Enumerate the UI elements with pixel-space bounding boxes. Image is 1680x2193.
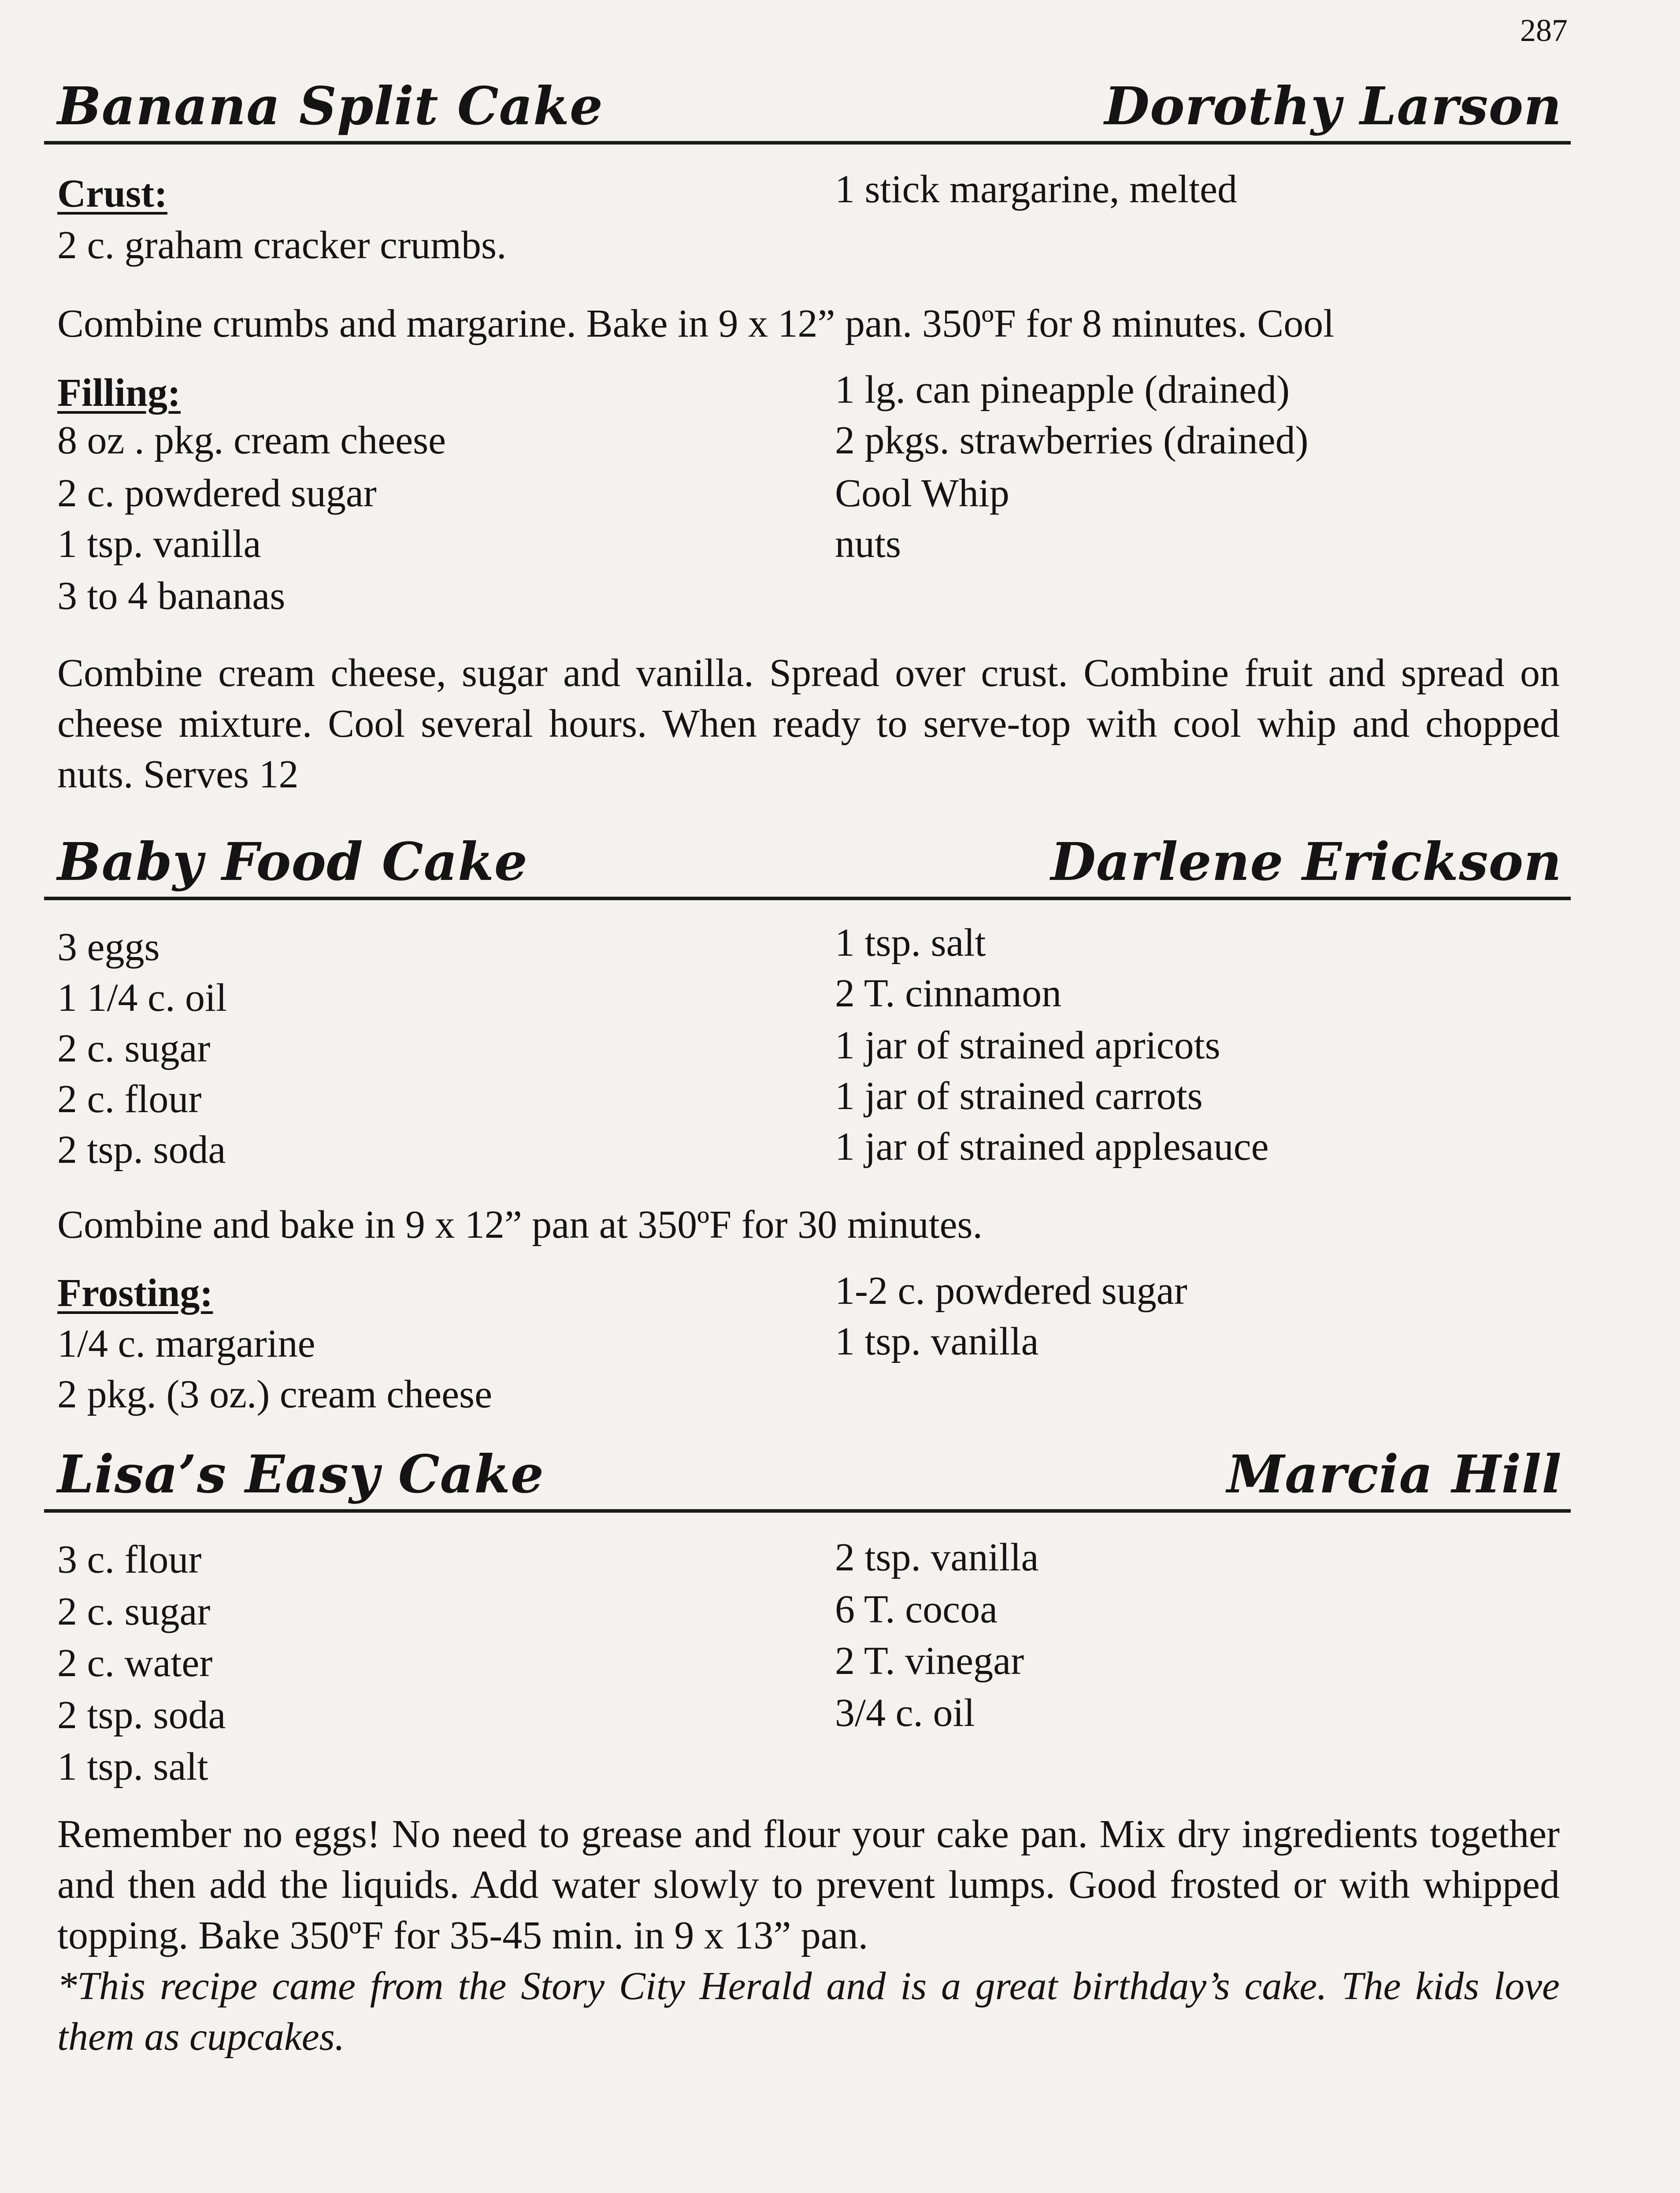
- ingredient: 2 tsp. soda: [57, 1693, 226, 1737]
- crust-instructions: Combine crumbs and margarine. Bake in 9 x 12” pan. 350ºF for 8 minutes. Cool: [57, 302, 1335, 345]
- recipe-author: Marcia Hill: [1227, 1443, 1562, 1505]
- ingredient: 2 tsp. vanilla: [835, 1536, 1039, 1579]
- recipe-author: Darlene Erickson: [1050, 831, 1562, 892]
- ingredient: nuts: [835, 522, 901, 566]
- ingredient: 1 jar of strained applesauce: [835, 1125, 1269, 1169]
- page-number: 287: [1520, 13, 1568, 48]
- ingredient: 1 jar of strained apricots: [835, 1024, 1220, 1067]
- frosting-heading: Frosting:: [57, 1271, 213, 1315]
- ingredient: 3 eggs: [57, 925, 160, 969]
- recipe-instructions: Remember no eggs! No need to grease and flour your cake pan. Mix dry ingredients together and then add the liquids. Add water slowly to prevent lumps. Good frosted or with whipped topping. Bake 350ºF for 35-45 min. in 9 x 13” pan.: [57, 1812, 1560, 1957]
- ingredient: 6 T. cocoa: [835, 1588, 998, 1631]
- ingredient: 2 c. sugar: [57, 1590, 211, 1633]
- recipe-title: Lisa’s Easy Cake: [57, 1443, 544, 1505]
- ingredient: 1 tsp. salt: [835, 921, 986, 965]
- ingredient: 1/4 c. margarine: [57, 1322, 315, 1366]
- ingredient: 3 c. flour: [57, 1538, 202, 1581]
- recipe-title: Baby Food Cake: [57, 831, 528, 892]
- ingredient: 2 c. water: [57, 1641, 213, 1685]
- ingredient: 2 tsp. soda: [57, 1128, 226, 1172]
- ingredient: 2 pkg. (3 oz.) cream cheese: [57, 1373, 493, 1416]
- filling-heading: Filling:: [57, 371, 181, 415]
- ingredient: 2 T. cinnamon: [835, 972, 1062, 1015]
- ingredient: 2 c. sugar: [57, 1027, 211, 1070]
- ingredient: 1 tsp. vanilla: [835, 1320, 1039, 1363]
- ingredient: 2 c. flour: [57, 1077, 202, 1121]
- ingredient: 1 1/4 c. oil: [57, 976, 227, 1020]
- ingredient: 2 pkgs. strawberries (drained): [835, 419, 1309, 462]
- ingredient: 2 c. graham cracker crumbs.: [57, 223, 507, 267]
- ingredient: 1 tsp. salt: [57, 1745, 208, 1789]
- recipe-instructions: Combine and bake in 9 x 12” pan at 350ºF for 30 minutes.: [57, 1203, 983, 1247]
- ingredient: 2 T. vinegar: [835, 1639, 1024, 1683]
- recipe-header-banana-split: [44, 66, 1571, 145]
- recipe-header-lisas-easy: [44, 1434, 1571, 1513]
- ingredient: 3/4 c. oil: [835, 1691, 975, 1735]
- ingredient: 1-2 c. powdered sugar: [835, 1269, 1187, 1313]
- ingredient: 3 to 4 bananas: [57, 574, 286, 618]
- ingredient: Cool Whip: [835, 471, 1009, 515]
- ingredient: 1 tsp. vanilla: [57, 522, 261, 566]
- ingredient: 1 lg. can pineapple (drained): [835, 368, 1290, 412]
- recipe-note: *This recipe came from the Story City Herald and is a great birthday’s cake. The kids love them as cupcakes.: [57, 1964, 1560, 2059]
- ingredient: 1 stick margarine, melted: [835, 167, 1238, 211]
- crust-heading: Crust:: [57, 172, 167, 215]
- recipe-header-baby-food: [44, 822, 1571, 900]
- ingredient: 8 oz . pkg. cream cheese: [57, 419, 446, 462]
- recipe-author: Dorothy Larson: [1104, 75, 1562, 137]
- ingredient: 1 jar of strained carrots: [835, 1074, 1203, 1118]
- recipe-title: Banana Split Cake: [57, 75, 603, 137]
- ingredient: 2 c. powdered sugar: [57, 471, 377, 515]
- recipe-instructions: Combine cream cheese, sugar and vanilla. Spread over crust. Combine fruit and spread on cheese mixture. Cool several hours. When ready to serve-top with cool whip and chopped nuts. Serves 12: [57, 651, 1560, 796]
